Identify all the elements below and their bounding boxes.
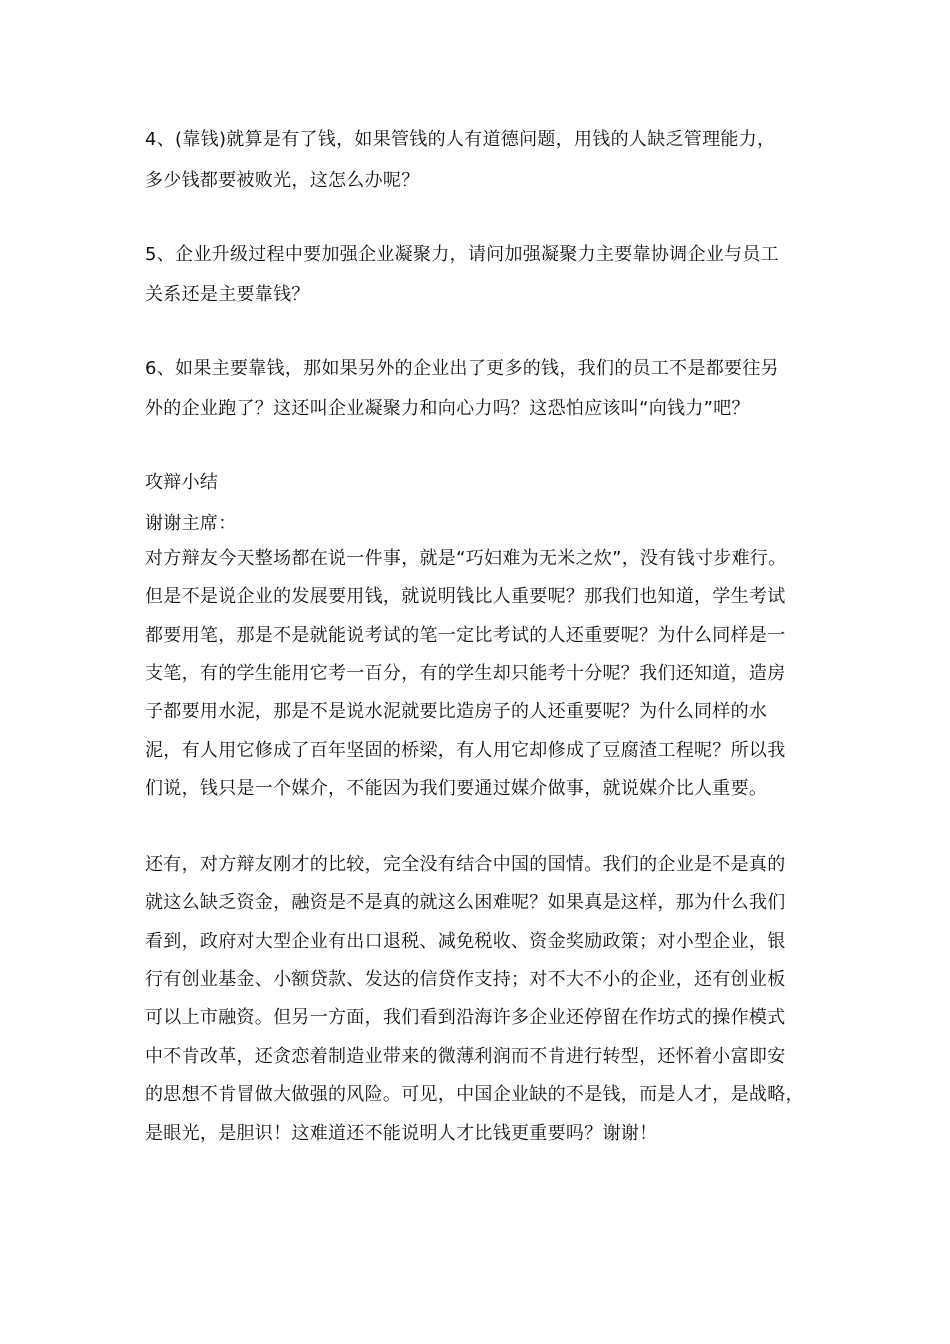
paragraph-2-line-3: 看到，政府对大型企业有出口退税、减免税收、资金奖励政策；对小型企业，银 [145,931,786,952]
paragraph-2-line-1: 还有，对方辩友刚才的比较，完全没有结合中国的国情。我们的企业是不是真的 [145,854,786,875]
greeting: 谢谢主席： [145,513,237,534]
paragraph-2-line-8: 是眼光，是胆识！这难道还不能说明人才比钱更重要吗？谢谢！ [145,1123,658,1144]
paragraph-1-line-7: 们说，钱只是一个媒介，不能因为我们要通过媒介做事，就说媒介比人重要。 [145,778,768,799]
question-6-line-1: 6、如果主要靠钱，那如果另外的企业出了更多的钱，我们的员工不是都要往另 [145,358,779,379]
question-4-line-1: 4、(靠钱)就算是有了钱，如果管钱的人有道德问题，用钱的人缺乏管理能力， [145,129,776,150]
paragraph-1-line-3: 都要用笔，那是不是就能说考试的笔一定比考试的人还重要呢？为什么同样是一 [145,625,786,646]
paragraph-2-line-4: 行有创业基金、小额贷款、发达的信贷作支持；对不大不小的企业，还有创业板 [145,969,786,990]
paragraph-1-line-5: 子都要用水泥，那是不是说水泥就要比造房子的人还重要呢？为什么同样的水 [145,701,768,722]
paragraph-2-line-2: 就这么缺乏资金，融资是不是真的就这么困难呢？如果真是这样，那为什么我们 [145,892,786,913]
paragraph-1-line-4: 支笔，有的学生能用它考一百分，有的学生却只能考十分呢？我们还知道，造房 [145,663,786,684]
question-4-line-2: 多少钱都要被败光，这怎么办呢？ [145,170,420,191]
paragraph-1-line-6: 泥，有人用它修成了百年坚固的桥梁，有人用它却修成了豆腐渣工程呢？所以我 [145,740,786,761]
paragraph-1-line-1: 对方辩友今天整场都在说一件事，就是“巧妇难为无米之炊”，没有钱寸步难行。 [145,548,787,569]
question-5-line-1: 5、企业升级过程中要加强企业凝聚力，请问加强凝聚力主要靠协调企业与员工 [145,244,779,265]
question-6-line-2: 外的企业跑了？这还叫企业凝聚力和向心力吗？这恐怕应该叫“向钱力”吧？ [145,398,750,419]
paragraph-2-line-5: 可以上市融资。但另一方面，我们看到沿海许多企业还停留在作坊式的操作模式 [145,1007,786,1028]
paragraph-2-line-6: 中不肯改革，还贪恋着制造业带来的微薄利润而不肯进行转型，还怀着小富即安 [145,1046,786,1067]
question-5-line-2: 关系还是主要靠钱？ [145,284,310,305]
section-title: 攻辩小结 [145,472,219,493]
paragraph-2-line-7: 的思想不肯冒做大做强的风险。可见，中国企业缺的不是钱，而是人才，是战略， [145,1084,804,1105]
paragraph-1-line-2: 但是不是说企业的发展要用钱，就说明钱比人重要呢？那我们也知道，学生考试 [145,586,786,607]
